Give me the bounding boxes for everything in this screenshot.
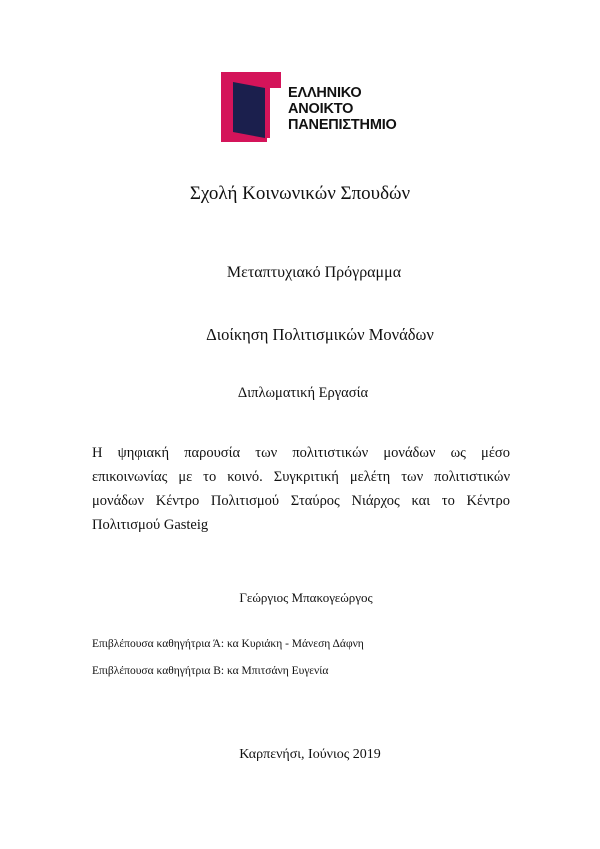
school-name: Σχολή Κοινωνικών Σπουδών (189, 183, 411, 204)
place-date: Καρπενήσι, Ιούνιος 2019 (239, 747, 381, 762)
title-line: Πολιτισμού Gasteig (92, 517, 209, 533)
logo-line-2: ΑΝΟΙΚΤΟ (288, 101, 354, 117)
logo-mark-icon (221, 72, 283, 142)
program-name: Διοίκηση Πολιτισμικών Μονάδων (206, 325, 434, 344)
title-line: μονάδων Κέντρο Πολιτισμού Σταύρος Νιάρχος και το Κέντρο (92, 493, 510, 509)
program-label: Μεταπτυχιακό Πρόγραμμα (226, 264, 402, 281)
logo-line-3: ΠΑΝΕΠΙΣΤΗΜΙΟ (288, 117, 397, 133)
title-line: επικοινωνίας με το κοινό. Συγκριτική μελέτη των πολιτιστικών (92, 469, 510, 485)
title-line: Η ψηφιακή παρουσία των πολιτιστικών μονάδων ως μέσο (92, 445, 510, 461)
logo-wordmark (288, 85, 413, 133)
thesis-type: Διπλωματική Εργασία (237, 385, 369, 401)
logo-line-1: ΕΛΛΗΝΙΚΟ (288, 85, 362, 101)
author-name: Γεώργιος Μπακογεώργος (239, 590, 373, 605)
supervisor-a: Επιβλέπουσα καθηγήτρια Ά: κα Κυριάκη - Μάνεση Δάφνη (92, 638, 364, 650)
thesis-title (92, 441, 510, 537)
university-logo (221, 72, 411, 144)
supervisor-b: Επιβλέπουσα καθηγήτρια Β: κα Μπιτσάνη Ευγενία (92, 665, 329, 677)
